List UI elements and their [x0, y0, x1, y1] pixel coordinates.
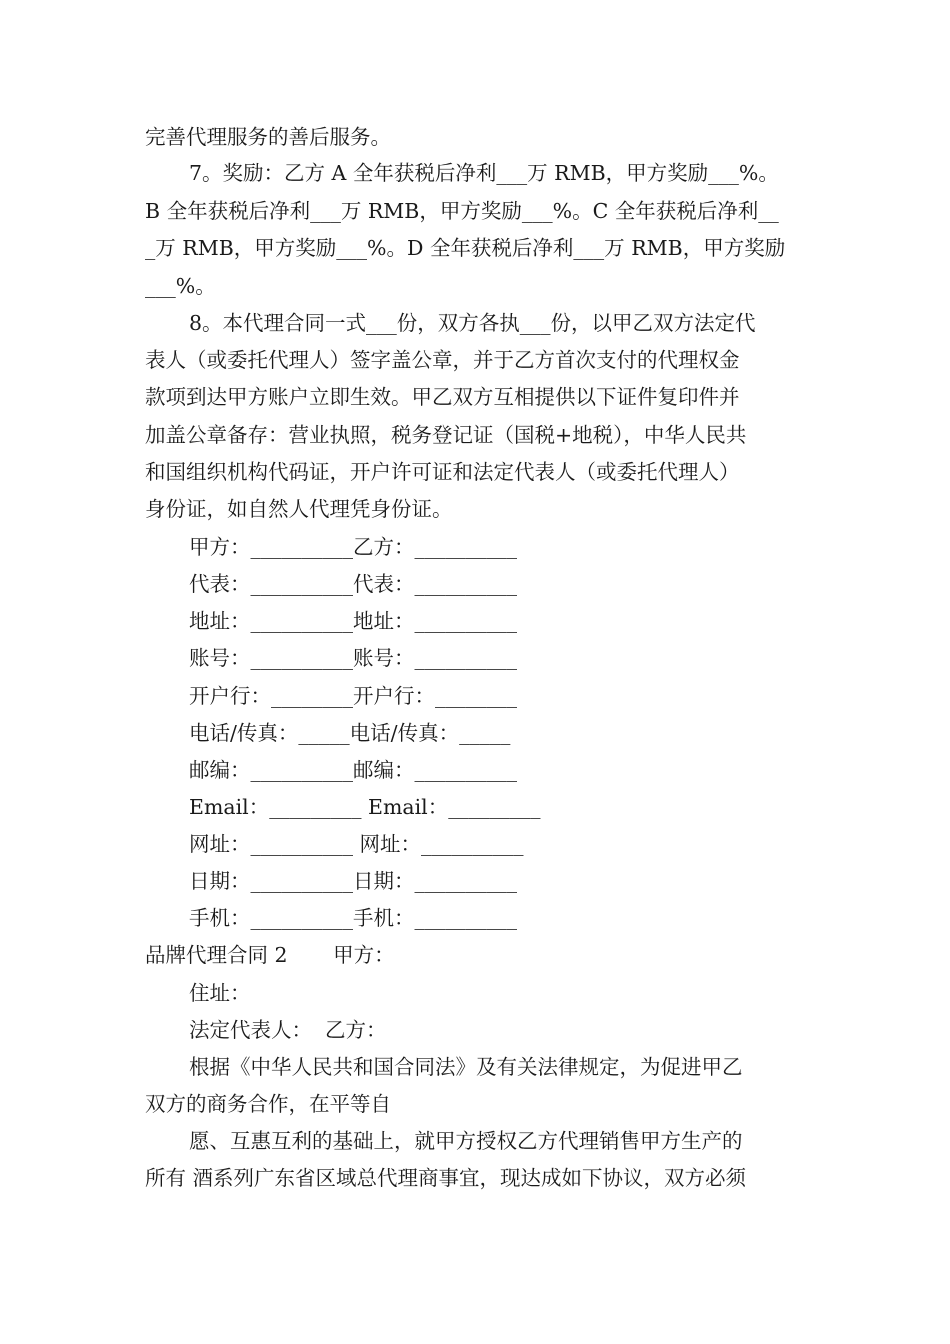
signature-row-representative: 代表：__________代表：__________	[189, 572, 517, 596]
signature-row-email: Email：_________ Email：_________	[189, 795, 541, 819]
copies-clause-line: 8。本代理合同一式___份，双方各执___份，以甲乙双方法定代	[189, 311, 756, 335]
contract-2-legal-rep: 法定代表人： 乙方：	[189, 1018, 387, 1042]
signature-row-phone-fax: 电话/传真：_____电话/传真：_____	[189, 721, 511, 745]
paragraph-line: 和国组织机构代码证，开户许可证和法定代表人（或委托代理人）	[145, 460, 740, 484]
paragraph-line: 根据《中华人民共和国合同法》及有关法律规定，为促进甲乙	[189, 1055, 743, 1079]
reward-clause-line: 7。奖励：乙方 A 全年获税后净利___万 RMB，甲方奖励___%。	[189, 161, 779, 185]
paragraph-line: _万 RMB，甲方奖励___%。D 全年获税后净利___万 RMB，甲方奖励	[145, 236, 786, 260]
paragraph-line: 愿、互惠互利的基础上，就甲方授权乙方代理销售甲方生产的	[189, 1129, 743, 1153]
signature-row-postcode: 邮编：__________邮编：__________	[189, 758, 517, 782]
paragraph-line: 完善代理服务的善后服务。	[145, 125, 391, 149]
paragraph-line: 双方的商务合作，在平等自	[145, 1092, 391, 1116]
signature-row-party: 甲方：__________乙方：__________	[189, 535, 517, 559]
signature-row-website: 网址：__________ 网址：__________	[189, 832, 524, 856]
paragraph-line: 身份证，如自然人代理凭身份证。	[145, 497, 453, 521]
paragraph-line: 所有 酒系列广东省区域总代理商事宜，现达成如下协议，双方必须	[145, 1166, 747, 1190]
contract-2-heading: 品牌代理合同 2 甲方：	[145, 943, 395, 967]
paragraph-line: 加盖公章备存：营业执照，税务登记证（国税+地税），中华人民共	[145, 423, 747, 447]
paragraph-line: 表人（或委托代理人）签字盖公章，并于乙方首次支付的代理权金	[145, 348, 740, 372]
signature-row-account: 账号：__________账号：__________	[189, 646, 517, 670]
contract-2-address: 住址：	[189, 981, 251, 1005]
signature-row-date: 日期：__________日期：__________	[189, 869, 517, 893]
paragraph-line: 款项到达甲方账户立即生效。甲乙双方互相提供以下证件复印件并	[145, 385, 740, 409]
signature-row-bank: 开户行：________开户行：________	[189, 684, 517, 708]
paragraph-line: B 全年获税后净利___万 RMB，甲方奖励___%。C 全年获税后净利__	[145, 199, 779, 223]
signature-row-mobile: 手机：__________手机：__________	[189, 906, 517, 930]
paragraph-line: ___%。	[145, 274, 216, 298]
signature-row-address: 地址：__________地址：__________	[189, 609, 517, 633]
